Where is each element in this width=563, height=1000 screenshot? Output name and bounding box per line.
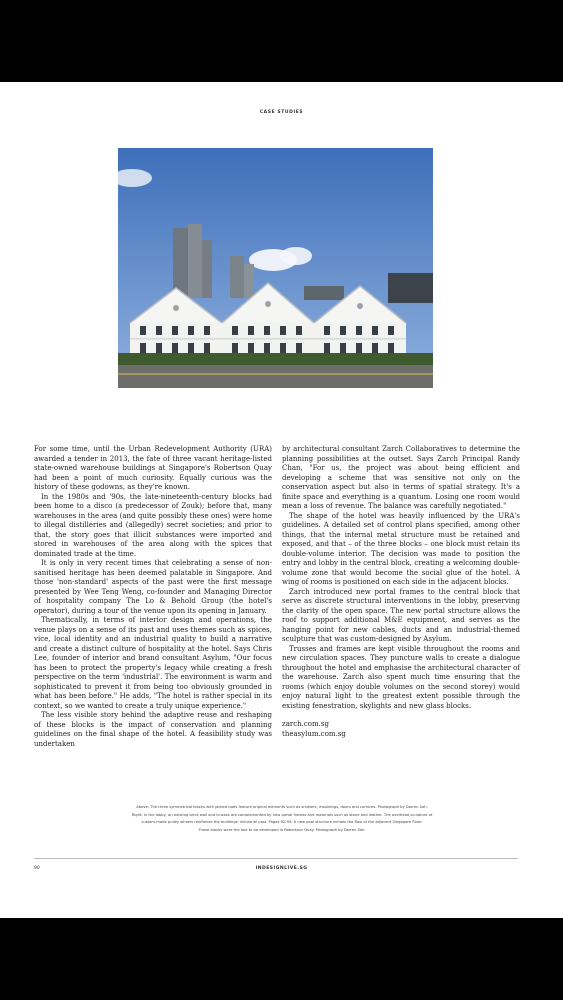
paragraph: The shape of the hotel was heavily influenced by the URA's guidelines. A detailed set of control plans specified, among other things, that the internal metal structure must be retained and exposed, and that – of the three blocks – one block must retain its double-volume interior. The decision was made to position the entry and lobby in the central block, creating a welcoming double-volume zone that would become the social glue of the hotel. A wing of rooms is positioned on each side in the adjacent blocks. [282,511,520,586]
caption-line: Right: In the lobby, an existing brick wall and trusses are complemented by new portal frames and materials such as stone and leather. The overhead sculpture of [131,812,433,817]
website-link-asylum[interactable]: theasylum.com.sg [282,730,346,738]
paragraph: Trusses and frames are kept visible throughout the rooms and new circulation spaces. They puncture walls to create a dialogue throughout the hotel and emphasise the architectural character of the warehouse. Zarch also spent much time ensuring that the rooms (which enjoy double volumes on the second storey) would enjoy natural light to the greatest extent possible through the existing fenestration, skylights and new glass blocks. [282,644,520,710]
paragraph: by architectural consultant Zarch Collaboratives to determine the planning possibilities at the outset. Says Zarch Principal Randy Chan, "For us, the project was about being efficient and developing a scheme that was sensitive not only on the conservation aspect but also in terms of spatial strategy. It's a finite space and everything is a quantum. Losing one room would mean a loss of revenue. The balance was carefully negotiated." [282,445,520,510]
caption-line: These blocks were the last to be developed in Robertson Quay. Photograph by Darren Soh. [198,827,366,832]
building-photo [118,148,433,388]
paragraph: It is only in very recent times that celebrating a sense of non-sanitised heritage has been deemed palatable in Singapore. And those 'non-standard' aspects of the past were the first message presented by Wee Teng Weng, co-founder and Managing Director of hospitality company The Lo & Behold Group (the hotel's operator), during a tour of the venue upon its opening in January. [34,559,272,615]
caption-line: Above: The three symmetrical blocks with jacked roofs feature original elements such as shutters, mouldings, doors and cornices. Photograph by Darren Soh. [136,805,428,809]
paragraph: For some time, until the Urban Redevelopment Authority (URA) awarded a tender in 2013, the fate of three vacant heritage-listed state-owned warehouse buildings at Singapore's Robertson Quay had been a point of much curiosity. Equally curious was the history of these godowns, as they're known. [34,445,272,491]
paragraph: The less visible story behind the adaptive reuse and reshaping of these blocks is the impact of conservation and planning guidelines on the final shape of the hotel. A feasibility study was undertaken [34,711,272,748]
paragraph: In the 1980s and '90s, the late-nineteenth-century blocks had been home to a disco (a predecessor of Zouk); before that, many warehouses in the area (and quite possibly these ones) were home to illegal distilleries and (allegedly) secret societies; and prior to that, the story goes that illicit substances were imported and stored in warehouses of the area along with the spices that dominated trade at the time. [34,492,272,558]
photo-caption [70,804,494,834]
footer-divider [34,858,518,859]
magazine-page [0,82,563,918]
warehouse-photo-illustration [118,148,433,388]
caption-line: custom-made pulley wheels reinforces the buildings' industrial past. Pages 92-93: A new pool structure echoes the flow of the adjacent Singapore River. [141,820,423,825]
website-list [282,719,520,739]
page-number: 90 [34,866,40,871]
footer-site: INDESIGNLIVE.SG [255,866,308,871]
body-column-right [282,445,520,739]
section-label: CASE STUDIES [259,110,304,115]
paragraph: Thematically, in terms of interior design and operations, the venue plays on a sense of its past and uses themes such as spices, vice, local identity and an industrial quality to build a narrative and create a distinct culture of hospitality at the hotel. Says Chris Lee, founder of interior and brand consultant Asylum, "Our focus has been to protect the property's legacy while creating a fresh perspective on the term 'industrial'. The environment is warm and sophisticated to prevent it from being too obviously grounded in what has been before." He adds, "The hotel is rather special in its context, so we wanted to create a truly unique experience." [34,616,272,710]
website-link-zarch[interactable]: zarch.com.sg [282,720,329,728]
body-column-left [34,445,272,749]
paragraph: Zarch introduced new portal frames to the central block that serve as discrete structural interventions in the lobby, preserving the clarity of the open space. The new portal structure allows the roof to support additional M&E equipment, and serves as the hanging point for new cables, ducts and an industrial-themed sculpture that was custom-designed by Asylum. [282,587,520,643]
